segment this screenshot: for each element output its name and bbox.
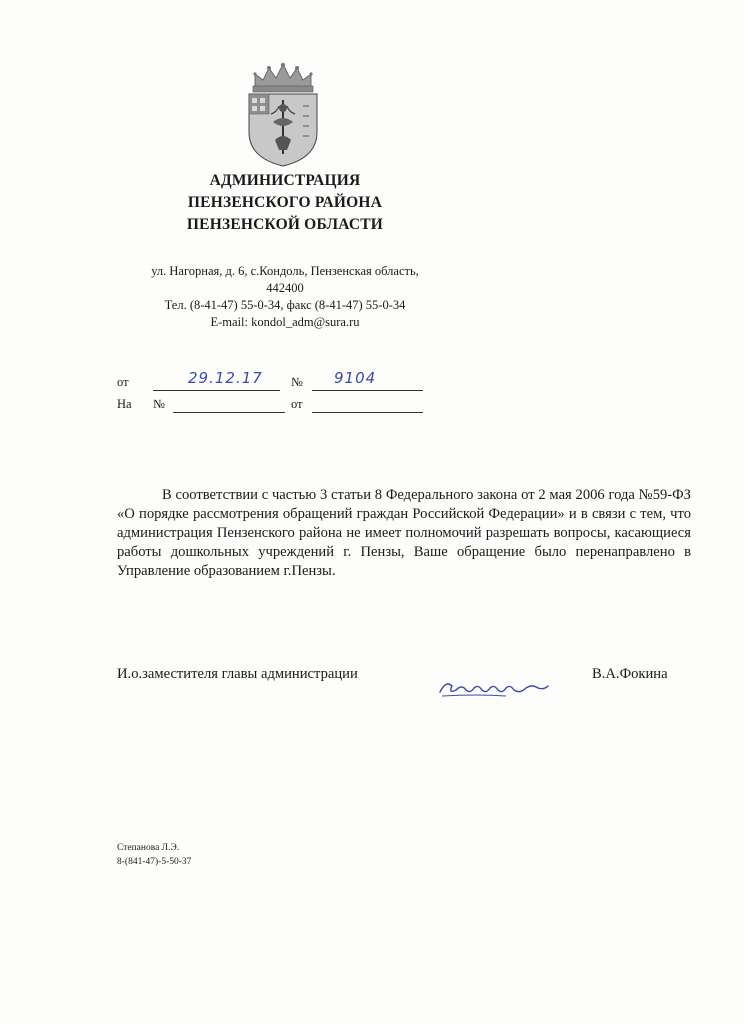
handwritten-signature-icon <box>436 672 552 704</box>
address-email: E-mail: kondol_adm@sura.ru <box>210 315 360 329</box>
letter-body <box>117 486 691 581</box>
reply-from-label: от <box>291 397 303 411</box>
signatory-name: В.А.Фокина <box>592 666 668 682</box>
body-paragraph: В соответствии с частью 3 статьи 8 Федерального закона от 2 мая 2006 года №59-ФЗ «О порядке рассмотрения обращений граждан Российской Федерации» и в связи с тем, что администрация Пензенского района не имеет полномочий разрешать вопросы, касающиеся работы дошкольных учреждений г. Пензы, Ваше обращение было перенаправлено в Управление образованием г.Пензы. <box>117 487 691 579</box>
address-phone: Тел. (8-41-47) 55-0-34, факс (8-41-47) 55-0-34 <box>164 298 406 312</box>
contact-phone: 8-(841-47)-5-50-37 <box>117 857 192 867</box>
handwritten-number: 9104 <box>334 369 377 387</box>
contact-block <box>117 841 191 869</box>
org-line-3: ПЕНЗЕНСКОЙ ОБЛАСТИ <box>186 216 384 233</box>
number-label: № <box>291 375 303 389</box>
from-label: от <box>117 375 129 389</box>
reply-date-line <box>312 396 423 413</box>
handwritten-date: 29.12.17 <box>188 369 263 387</box>
address-postcode: 442400 <box>266 281 304 295</box>
organization-title <box>150 170 420 236</box>
contact-name: Степанова Л.Э. <box>117 843 180 853</box>
reply-number-line <box>173 396 285 413</box>
signatory-position: И.о.заместителя главы администрации <box>117 666 358 682</box>
org-line-1: АДМИНИСТРАЦИЯ <box>209 172 361 189</box>
org-line-2: ПЕНЗЕНСКОГО РАЙОНА <box>187 194 383 211</box>
address-block <box>120 263 450 331</box>
reply-label: На <box>117 397 132 411</box>
coat-of-arms-icon <box>243 62 323 168</box>
reply-number-label: № <box>153 397 165 411</box>
address-street: ул. Нагорная, д. 6, с.Кондоль, Пензенская область, <box>151 264 419 278</box>
